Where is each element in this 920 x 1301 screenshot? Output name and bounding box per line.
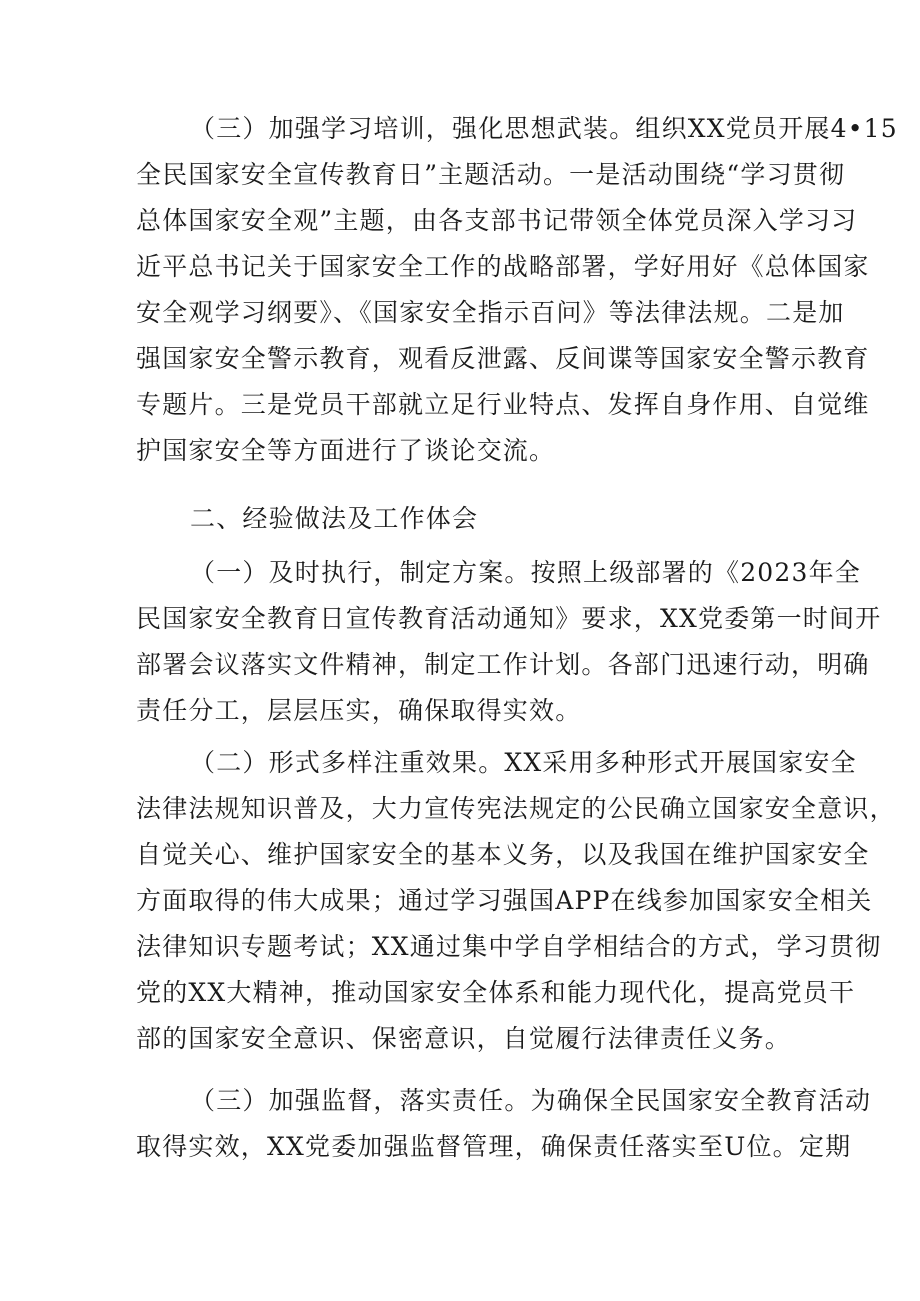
paragraph-line: 民国家安全教育日宣传教育活动通知》要求，XX党委第一时间开 [136,604,882,633]
paragraph-line: 总体国家安全观”主题，由各支部书记带领全体党员深入学习习 [136,206,858,235]
paragraph-line: 法律知识专题考试；XX通过集中学自学相结合的方式，学习贯彻 [136,932,882,961]
paragraph-line: （三）加强监督，落实责任。为确保全民国家安全教育活动 [190,1086,872,1115]
paragraph-line: （二）形式多样注重效果。XX采用多种形式开展国家安全 [190,748,857,777]
paragraph-line: 近平总书记关于国家安全工作的战略部署，学好用好《总体国家 [136,252,870,281]
paragraph-line: （一）及时执行，制定方案。按照上级部署的《2023年全 [190,558,862,587]
paragraph-line: 法律法规知识普及，大力宣传宪法规定的公民确立国家安全意识， [136,794,896,823]
paragraph-line: 自觉关心、维护国家安全的基本义务，以及我国在维护国家安全 [136,840,870,869]
paragraph-line: 部署会议落实文件精神，制定工作计划。各部门迅速行动，明确 [136,650,870,679]
paragraph-line: 护国家安全等方面进行了谈论交流。 [136,436,556,465]
section-heading: 二、经验做法及工作体会 [190,504,479,533]
paragraph-line: 安全观学习纲要》、《国家安全指示百问》等法律法规。二是加 [136,298,845,327]
paragraph-line: 责任分工，层层压实，确保取得实效。 [136,696,582,725]
paragraph-line: 专题片。三是党员干部就立足行业特点、发挥自身作用、自觉维 [136,390,870,419]
paragraph-line: 全民国家安全宣传教育日”主题活动。一是活动围绕“学习贯彻 [136,160,846,189]
paragraph-line: 强国家安全警示教育，观看反泄露、反间谍等国家安全警示教育 [136,344,870,373]
paragraph-line: （三）加强学习培训，强化思想武装。组织XX党员开展4•15 [190,114,898,143]
paragraph-line: 方面取得的伟大成果；通过学习强国APP在线参加国家安全相关 [136,886,873,915]
paragraph-line: 部的国家安全意识、保密意识，自觉履行法律责任义务。 [136,1024,792,1053]
paragraph-line: 取得实效，XX党委加强监督管理，确保责任落实至U位。定期 [136,1132,852,1161]
paragraph-line: 党的XX大精神，推动国家安全体系和能力现代化，提高党员干 [136,978,856,1007]
